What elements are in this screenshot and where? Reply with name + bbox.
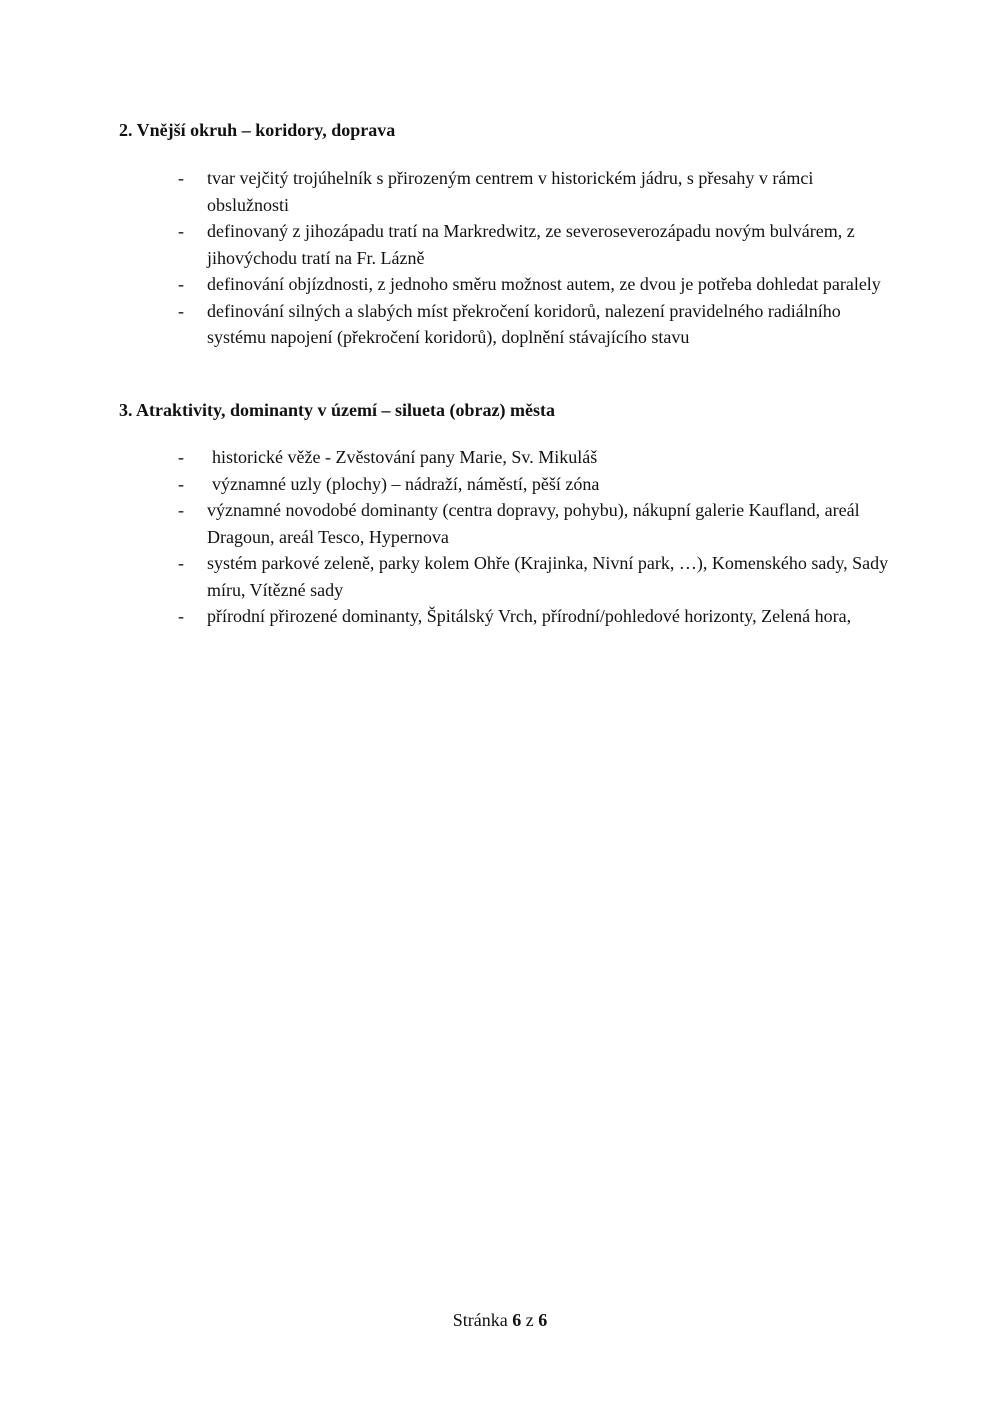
list-dash: - [178, 606, 184, 626]
outer-ring-list [0, 165, 897, 351]
list-item [0, 497, 897, 550]
list-item [0, 298, 897, 351]
list-item [0, 550, 897, 603]
list-item [0, 603, 897, 630]
list-dash: - [178, 274, 184, 294]
list-item-text: významné novodobé dominanty (centra dopravy, pohybu), nákupní galerie Kaufland, areál Dragoun, areál Tesco, Hypernova [207, 500, 860, 547]
footer-current-page: 6 [512, 1310, 522, 1330]
list-dash: - [178, 447, 184, 467]
list-dash: - [178, 221, 184, 241]
list-item-text: definovaný z jihozápadu tratí na Markredwitz, ze severoseverozápadu novým bulvárem, z jihovýchodu tratí na Fr. Lázně [207, 221, 855, 268]
list-item [0, 471, 897, 498]
list-item-text: významné uzly (plochy) – nádraží, náměstí, pěší zóna [212, 473, 600, 494]
list-item-text: definování objízdnosti, z jednoho směru možnost autem, ze dvou je potřeba dohledat paralely [207, 274, 881, 294]
list-item-text: definování silných a slabých míst překročení koridorů, nalezení pravidelného radiálního systému napojení (překročení koridorů), doplnění stávajícího stavu [207, 300, 841, 347]
footer-separator: z [525, 1310, 534, 1330]
list-dash: - [178, 168, 184, 188]
list-item [0, 271, 897, 298]
footer-label: Stránka [452, 1310, 508, 1330]
list-dash: - [178, 473, 184, 494]
list-dash: - [178, 553, 184, 573]
page-footer [0, 1307, 1000, 1333]
list-item-text: přírodní přirozené dominanty, Špitálský Vrch, přírodní/pohledové horizonty, Zelená hora, [207, 606, 852, 626]
list-item-text: tvar vejčitý trojúhelník s přirozeným centrem v historickém jádru, s přesahy v rámci obslužnosti [207, 168, 814, 215]
footer-total-pages: 6 [538, 1310, 548, 1330]
list-dash: - [178, 500, 184, 520]
list-item [0, 165, 897, 218]
attractions-list [0, 444, 897, 630]
list-item [0, 444, 897, 471]
section-heading-attractions: 3. Atraktivity, dominanty v území – silueta (obraz) města [119, 400, 555, 420]
list-item-text: systém parkové zeleně, parky kolem Ohře (Krajinka, Nivní park, …), Komenského sady, Sady míru, Vítězné sady [207, 553, 889, 600]
list-dash: - [178, 300, 184, 321]
section-heading-outer-ring: 2. Vnější okruh – koridory, doprava [119, 120, 396, 140]
list-item [0, 218, 897, 271]
list-item-text: historické věže - Zvěstování pany Marie, Sv. Mikuláš [212, 447, 598, 467]
